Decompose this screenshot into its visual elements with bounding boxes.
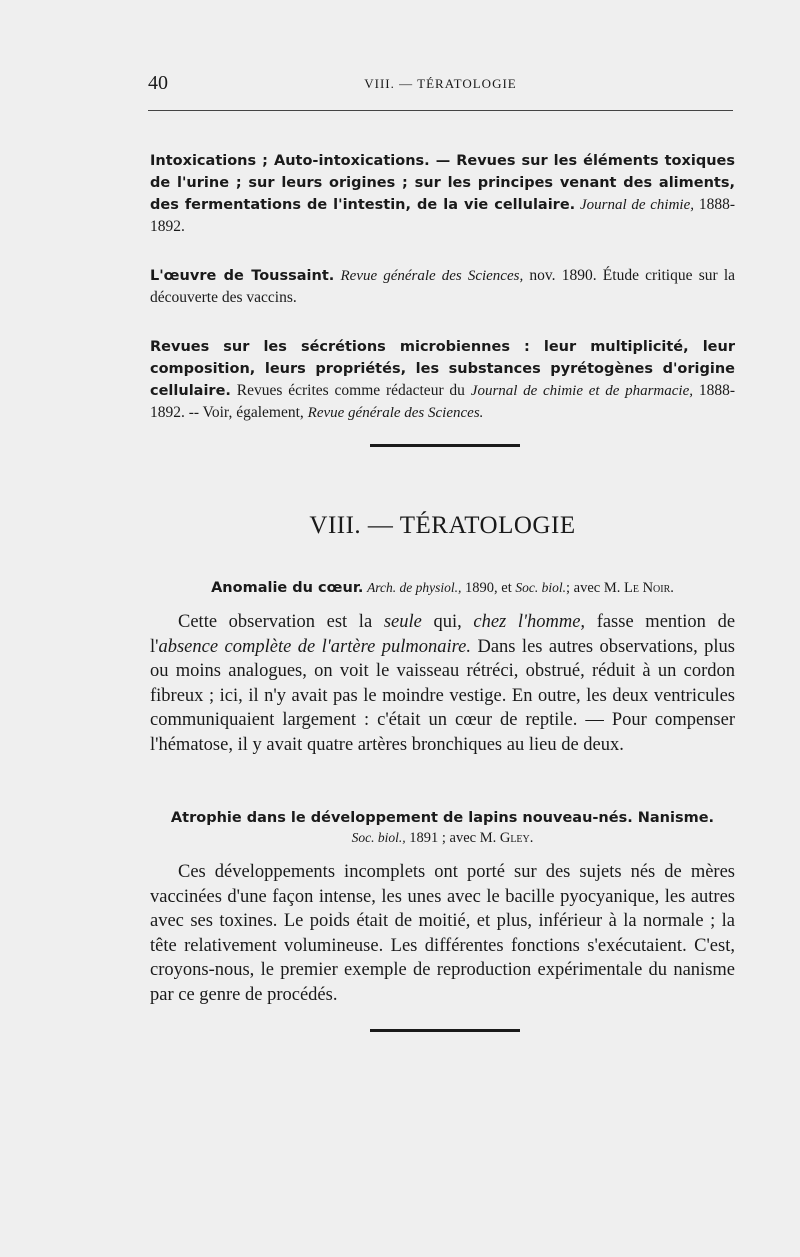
entry-text: 1888-1892. -- Voir, également, — [150, 382, 736, 421]
article-body — [150, 610, 735, 757]
entry-journal: Journal de chimie, — [580, 197, 694, 213]
article-author: Gley. — [499, 830, 534, 846]
body-emphasis: chez l'homme, — [473, 612, 586, 632]
article-title: Anomalie du cœur. — [211, 580, 364, 596]
bibliography-entries — [150, 150, 735, 424]
article-heading — [150, 578, 735, 598]
entry-description: nov. 1890. Étude critique sur la découverte des vaccins. — [150, 267, 736, 306]
entry-toussaint — [150, 265, 735, 309]
end-divider — [370, 1029, 520, 1032]
body-text: qui, — [433, 612, 462, 632]
entry-journal: Revue générale des Sciences, — [340, 268, 524, 284]
article-ref: Soc. biol. — [515, 580, 567, 595]
section-title: VIII. — TÉRATOLOGIE — [309, 512, 576, 539]
entry-intoxications — [150, 150, 735, 238]
header-rule — [148, 110, 733, 111]
entry-secretions — [150, 336, 735, 424]
article-ref: Arch. de physiol., — [367, 580, 462, 595]
entry-text: Revues écrites comme rédacteur du — [236, 382, 465, 399]
article-author: Le Noir. — [624, 580, 674, 596]
body-text: Cette observation est la — [178, 612, 373, 632]
article-ref: 1891 ; avec M. — [409, 830, 497, 846]
entry-title: Intoxications ; Auto-intoxications. — Revues sur les éléments toxiques de l'urine ; sur leurs origines ; sur les principes venant des aliments, des fermentations de l'intestin, de la vie cellulaire. — [150, 153, 735, 213]
article-title: Atrophie dans le développement de lapins nouveau-nés. Nanisme. — [170, 810, 715, 826]
body-emphasis: absence complète de l'artère pulmonaire. — [158, 636, 471, 657]
article-ref: ; avec M. — [566, 580, 621, 596]
entry-title: Revues sur les sécrétions microbiennes : leur multiplicité, leur composition, leurs propriétés, les substances pyrétogènes d'origine cellulaire. — [150, 339, 735, 399]
article-heading — [150, 808, 735, 848]
body-text: fasse mention de l' — [150, 612, 736, 657]
body-text: Dans les autres observations, plus ou moins analogues, on voit le vaisseau rétréci, obstrué, réduit à un cordon fibreux ; ici, il n'y avait pas le moindre vestige. En outre, les deux ventricules communiquaient largement : c'était un cœur de reptile. — Pour compenser l'hématose, il y avait quatre artères bronchiques au lieu de deux. — [150, 636, 735, 755]
article-atrophie — [150, 808, 735, 1007]
entry-title: L'œuvre de Toussaint. — [150, 268, 335, 284]
article-ref: Soc. biol., — [351, 830, 406, 845]
running-head: VIII. — TÉRATOLOGIE — [364, 76, 517, 91]
body-emphasis: seule — [383, 612, 422, 632]
entry-journal: Journal de chimie et de pharmacie, — [470, 383, 693, 399]
entry-dates: 1888-1892. — [150, 196, 736, 235]
page-header — [148, 72, 733, 98]
article-body: Ces développements incomplets ont porté sur des sujets nés de mères vaccinées d'une façon intense, les unes avec le bacille pyocyanique, les autres avec ses toxines. Le poids était de moitié, et plus, inférieur à la normale ; la tête relativement volumineuse. Les différentes fonctions s'exécutaient. C'est, croyons-nous, le premier exemple de reproduction expérimentale du nanisme par ce genre de procédés. — [150, 862, 735, 1005]
article-ref: 1890, et — [465, 580, 512, 596]
page-number: 40 — [148, 72, 168, 94]
entry-journal: Revue générale des Sciences. — [307, 405, 484, 421]
article-anomalie — [150, 578, 735, 757]
section-divider — [370, 444, 520, 447]
